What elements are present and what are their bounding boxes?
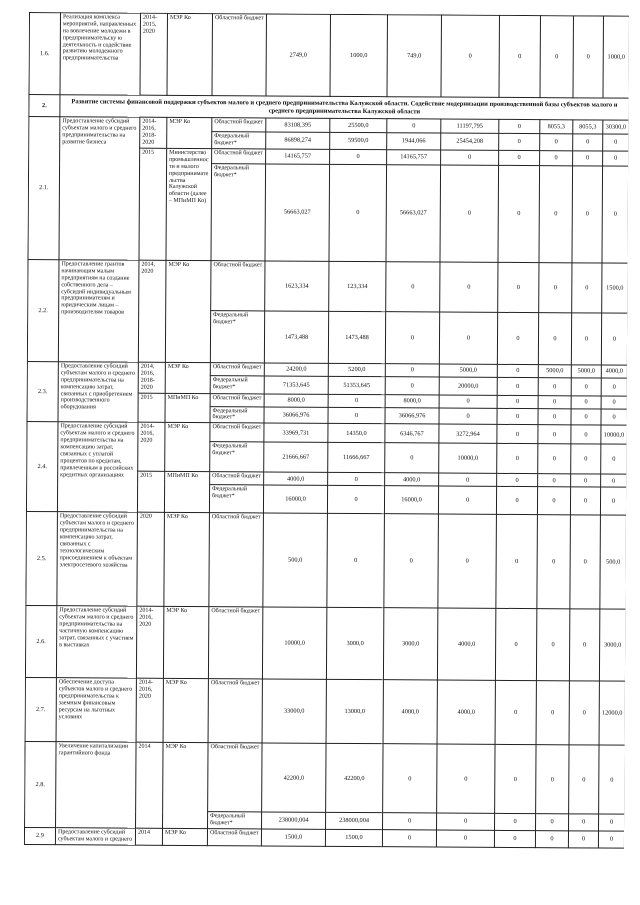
year-value: 0 (569, 814, 599, 831)
years: 2014-2016, 2018-2020 (140, 117, 167, 148)
year-value: 0 (330, 149, 387, 164)
year-value: 0 (536, 681, 569, 745)
year-value: 0 (601, 444, 627, 474)
year-value: 0 (384, 514, 439, 608)
total-value: 33969,731 (264, 423, 328, 442)
total-value: 238000,004 (262, 812, 326, 829)
year-value: 0 (571, 395, 601, 408)
year-value: 3000,0 (326, 608, 383, 680)
year-value: 0 (494, 830, 535, 847)
year-value: 0 (598, 831, 624, 848)
year-value: 0 (538, 313, 571, 365)
total-value: 1473,488 (264, 311, 328, 363)
year-value: 238000,004 (326, 813, 383, 830)
row-number: 2.8. (25, 742, 57, 828)
years: 2014 (135, 828, 162, 845)
table-row (24, 828, 624, 848)
year-value: 0 (538, 444, 571, 474)
funding-source: Областной бюджет (211, 261, 265, 311)
year-value: 0 (538, 395, 571, 408)
year-value: 0 (601, 313, 627, 365)
year-value: 0 (439, 473, 497, 486)
year-value: 59500,0 (330, 132, 387, 149)
year-value: 0 (540, 16, 574, 98)
year-value: 0 (601, 378, 627, 395)
year-value: 1944,066 (387, 133, 441, 150)
measure-name: Предоставление субсидий субъектам малого и среднего предпринимательства на развитие бизнеса (59, 117, 140, 260)
funding-source: Федеральный бюджет* (210, 311, 264, 363)
executor: МПиМП Ко (165, 393, 210, 423)
year-value: 0 (440, 262, 498, 312)
year-value: 0 (438, 486, 496, 514)
year-value: 0 (328, 473, 385, 486)
funding-source: Федеральный бюджет* (210, 376, 264, 394)
year-value: 0 (385, 377, 439, 395)
total-value: 71353,645 (264, 376, 328, 394)
year-value: 5000,0 (538, 365, 571, 379)
row-number: 2.1. (28, 117, 60, 260)
funding-source: Федеральный бюджет* (211, 164, 266, 261)
total-value: 16000,0 (263, 485, 327, 513)
year-value: 0 (439, 312, 497, 364)
table-row (29, 13, 629, 99)
year-value: 56663,027 (386, 165, 441, 262)
year-value: 30300,0 (603, 120, 629, 134)
total-value: 56663,027 (265, 164, 330, 261)
year-value: 0 (535, 831, 568, 848)
funding-source: Федеральный бюджет* (212, 132, 266, 149)
year-value: 0 (496, 515, 538, 609)
row-number: 2.9 (24, 828, 55, 845)
year-value: 1473,488 (328, 311, 385, 363)
row-number: 1.6. (29, 13, 61, 95)
year-value: 0 (328, 394, 385, 407)
year-value: 4000,0 (385, 473, 439, 486)
year-value: 8055,3 (573, 120, 603, 134)
year-value: 0 (495, 681, 536, 745)
year-value: 0 (439, 408, 497, 425)
year-value: 16000,0 (384, 486, 438, 514)
year-value: 10000,0 (439, 443, 497, 473)
executor: МЭР Ко (165, 260, 211, 362)
year-value: 51353,645 (328, 377, 385, 395)
budget-table-page (24, 12, 629, 901)
year-value: 4000,0 (437, 608, 495, 680)
funding-source: Областной бюджет (210, 393, 264, 406)
year-value: 0 (601, 396, 627, 409)
total-value: 42200,0 (262, 743, 326, 812)
year-value: 4000,0 (601, 365, 627, 378)
funding-source: Областной бюджет (210, 472, 264, 485)
years: 2014, 2020 (138, 260, 166, 362)
year-value: 0 (497, 425, 538, 444)
executor: МЭР Ко (163, 679, 208, 743)
year-value: 0 (498, 262, 539, 312)
year-value: 8055,3 (540, 120, 573, 134)
row-number: 2.4. (26, 422, 58, 512)
year-value: 0 (540, 134, 573, 151)
table-row (28, 259, 628, 313)
year-value: 0 (571, 408, 601, 425)
row-number: 2.3. (27, 361, 58, 422)
year-value: 0 (438, 514, 497, 608)
total-value: 83108,395 (266, 118, 330, 132)
year-value: 0 (441, 15, 499, 97)
executor: МПиМП Ко (164, 472, 209, 513)
total-value: 33000,0 (262, 679, 326, 743)
years: 2014-2016, 2020 (138, 423, 165, 472)
year-value: 0 (601, 474, 627, 487)
row-number: 2.6. (25, 606, 56, 678)
year-value: 0 (573, 151, 603, 166)
funding-source: Федеральный бюджет* (209, 485, 263, 513)
year-value: 0 (498, 165, 540, 262)
row-number: 2.2. (27, 259, 59, 361)
measure-name: Предоставление субсидий субъектам малого и среднего предпринимательства на компенсацию затрат, связанных с уплатой процентов по кредитам, привлеченным в российских кредитных организациях (57, 422, 138, 512)
year-value: 5200,0 (328, 363, 385, 377)
section-title: Развитие системы финансовой поддержки субъектов малого и среднего предпринимательства Калужской области. Содействие модернизации производственной базы субъектов малого и среднего предпринимательства Калужской области (60, 95, 629, 120)
total-value: 500,0 (263, 513, 328, 607)
table-row (26, 512, 627, 610)
year-value: 0 (383, 813, 437, 830)
year-value: 8000,0 (385, 394, 439, 407)
year-value: 0 (327, 514, 385, 608)
year-value: 0 (571, 425, 601, 444)
measure-name: Реализация комплекса мероприятий, направленных на вовлечение молодежи в предпринимательску ю деятельность и содействие развитию молодежного предпринимательства (60, 13, 140, 95)
year-value: 0 (439, 395, 497, 408)
year-value: 14165,757 (387, 150, 441, 165)
year-value: 0 (571, 474, 601, 487)
table-row (25, 678, 625, 746)
year-value: 5000,0 (571, 365, 601, 379)
year-value: 4000,0 (383, 680, 437, 744)
year-value: 0 (497, 364, 538, 378)
measure-name: Обеспечение доступа субъектов малого и среднего предпринимательства к заемным финансовым ресурсам на льготных условиях (56, 678, 136, 742)
table-row (25, 742, 625, 815)
year-value: 0 (539, 166, 573, 263)
year-value: 0 (499, 119, 540, 133)
year-value: 0 (599, 814, 625, 831)
year-value: 0 (573, 16, 604, 98)
total-value: 4000,0 (264, 472, 328, 485)
measure-name: Предоставление субсидий субъектам малого и среднего предпринимательства на компенсацию затрат, связанных с приобретением производственного оборудования (58, 362, 138, 423)
total-value: 1623,334 (265, 261, 329, 311)
year-value: 0 (568, 831, 598, 848)
year-value: 0 (569, 609, 599, 681)
year-value: 0 (499, 133, 540, 150)
years: 2014, 2016, 2018-2020 (138, 362, 165, 393)
year-value: 14350,0 (328, 424, 385, 443)
year-value: 5000,0 (439, 364, 497, 378)
year-value: 0 (571, 313, 601, 365)
executor: МЭР Ко (163, 607, 208, 679)
years: 2015 (137, 472, 164, 513)
row-number: 2.7. (25, 678, 56, 742)
year-value: 0 (387, 119, 441, 133)
executor: МЭР Ко (167, 117, 212, 148)
year-value: 0 (499, 150, 540, 165)
year-value: 0 (571, 378, 601, 395)
year-value: 0 (495, 814, 536, 831)
measure-name: Предоставление субсидий субъектам малого и среднего (55, 828, 135, 845)
year-value: 10000,0 (601, 425, 627, 444)
year-value: 25454,208 (441, 133, 499, 150)
year-value: 0 (383, 744, 437, 813)
year-value: 0 (496, 487, 537, 515)
year-value: 500,0 (600, 515, 627, 609)
total-value: 86898,274 (266, 132, 330, 149)
section-number: 2. (29, 95, 60, 117)
funding-source: Областной бюджет (208, 743, 262, 812)
year-value: 0 (327, 486, 384, 514)
year-value: 0 (603, 134, 629, 151)
total-value: 10000,0 (262, 607, 326, 679)
year-value: 0 (441, 150, 499, 165)
table-row (27, 422, 627, 445)
funding-source: Областной бюджет (212, 149, 266, 164)
year-value: 0 (497, 474, 538, 487)
funding-source: Областной бюджет (210, 363, 264, 377)
year-value: 13000,0 (326, 680, 383, 744)
year-value: 11197,795 (441, 119, 499, 133)
year-value: 0 (497, 378, 538, 395)
year-value: 0 (495, 609, 536, 681)
measure-name: Предоставление субсидий субъектам малого и среднего предпринимательства на компенсацию затрат, связанных с технологическим присоединением к объектам электросетевого хозяйства (57, 512, 138, 606)
year-value: 6346,767 (385, 424, 439, 443)
year-value: 0 (437, 744, 495, 813)
executor: МЭР Ко (164, 513, 210, 607)
year-value: 1000,0 (603, 16, 629, 98)
year-value: 0 (436, 830, 494, 847)
year-value: 0 (572, 263, 602, 313)
year-value: 0 (440, 165, 499, 262)
year-value: 0 (570, 515, 601, 609)
year-value: 0 (601, 409, 627, 426)
year-value: 0 (329, 164, 387, 261)
year-value: 1000,0 (330, 14, 387, 96)
year-value: 749,0 (387, 15, 441, 97)
years: 2020 (137, 513, 165, 607)
executor: Министерство промышленности и малого предпринимательства Калужской области (далее – МПиМП Ко) (166, 148, 212, 260)
year-value: 123,334 (329, 261, 386, 311)
year-value: 0 (571, 444, 601, 474)
year-value: 0 (538, 378, 571, 395)
year-value: 20000,0 (439, 377, 497, 395)
years: 2014-2016, 2020 (136, 607, 163, 679)
funding-source: Областной бюджет (208, 679, 262, 743)
year-value: 25500,0 (330, 118, 387, 132)
year-value: 0 (437, 813, 495, 830)
years: 2015 (138, 393, 165, 423)
year-value: 0 (536, 814, 569, 831)
year-value: 0 (599, 745, 625, 814)
year-value: 0 (537, 487, 570, 515)
year-value: 0 (385, 364, 439, 378)
year-value: 12000,0 (599, 681, 625, 745)
year-value: 0 (603, 151, 629, 166)
year-value: 0 (538, 474, 571, 487)
total-value: 2749,0 (266, 14, 330, 96)
year-value: 0 (570, 487, 600, 515)
year-value: 0 (602, 166, 629, 263)
year-value: 0 (600, 487, 626, 515)
year-value: 0 (540, 151, 573, 166)
executor: МЭР Ко (167, 13, 213, 95)
year-value: 0 (573, 134, 603, 151)
year-value: 0 (497, 408, 538, 425)
measure-name: Предоставление грантов начинающим малым предприятиям на создание собственного дела – субсидий индивидуальным предпринимателям и юридическим лицам – производителям товаров (58, 260, 139, 362)
total-value: 36066,976 (264, 407, 328, 424)
funding-source: Федеральный бюджет* (210, 442, 264, 472)
years: 2014 (136, 743, 164, 829)
year-value: 0 (497, 312, 538, 364)
executor: МЭР Ко (162, 828, 207, 845)
total-value: 8000,0 (264, 394, 328, 407)
year-value: 1500,0 (325, 829, 382, 846)
measure-name: Предоставление субсидий субъектам малого и среднего предпринимательства на частичную компенсацию затрат, связанных с участием в выставках (56, 606, 136, 678)
funding-source: Областной бюджет (212, 14, 266, 96)
year-value: 0 (572, 166, 603, 263)
year-value: 0 (385, 312, 439, 364)
year-value: 0 (539, 263, 572, 313)
executor: МЭР Ко (165, 423, 210, 472)
measure-name: Увеличение капитализации гарантийного фонда (56, 742, 137, 828)
year-value: 0 (536, 745, 569, 814)
year-value: 4000,0 (437, 680, 495, 744)
year-value: 0 (386, 262, 440, 312)
year-value: 42200,0 (326, 744, 383, 813)
years: 2014-2015, 2020 (140, 13, 168, 95)
executor: МЭР Ко (165, 362, 210, 393)
total-value: 21666,667 (264, 442, 328, 472)
year-value: 3000,0 (599, 609, 625, 681)
funding-source: Областной бюджет (207, 829, 261, 846)
total-value: 24200,0 (264, 363, 328, 377)
year-value: 0 (499, 15, 541, 97)
total-value: 14165,757 (266, 149, 330, 164)
funding-source: Областной бюджет (212, 118, 266, 132)
year-value: 1500,0 (602, 263, 628, 313)
year-value: 0 (382, 830, 436, 847)
year-value: 0 (328, 407, 385, 424)
years: 2014-2016, 2020 (136, 679, 163, 743)
year-value: 0 (497, 444, 538, 474)
years: 2015 (139, 148, 167, 260)
year-value: 0 (536, 609, 569, 681)
executor: МЭР Ко (163, 743, 209, 829)
funding-source: Федеральный бюджет* (208, 812, 262, 829)
year-value: 0 (538, 408, 571, 425)
year-value: 3000,0 (383, 608, 437, 680)
year-value: 0 (538, 425, 571, 444)
funding-source: Федеральный бюджет* (210, 406, 264, 423)
year-value: 0 (495, 745, 536, 814)
row-number: 2.5. (26, 512, 58, 606)
total-value: 1500,0 (261, 829, 325, 846)
table-row (25, 606, 625, 682)
funding-source: Областной бюджет (209, 513, 264, 607)
year-value: 0 (497, 395, 538, 408)
funding-source: Областной бюджет (208, 607, 262, 679)
funding-source: Областной бюджет (210, 423, 264, 442)
year-value: 36066,976 (385, 407, 439, 424)
year-value: 3272,964 (439, 424, 497, 443)
year-value: 0 (569, 681, 599, 745)
budget-table (24, 12, 629, 849)
year-value: 0 (537, 515, 571, 609)
year-value: 0 (385, 443, 439, 473)
year-value: 0 (569, 745, 599, 814)
year-value: 11666,667 (328, 443, 385, 473)
